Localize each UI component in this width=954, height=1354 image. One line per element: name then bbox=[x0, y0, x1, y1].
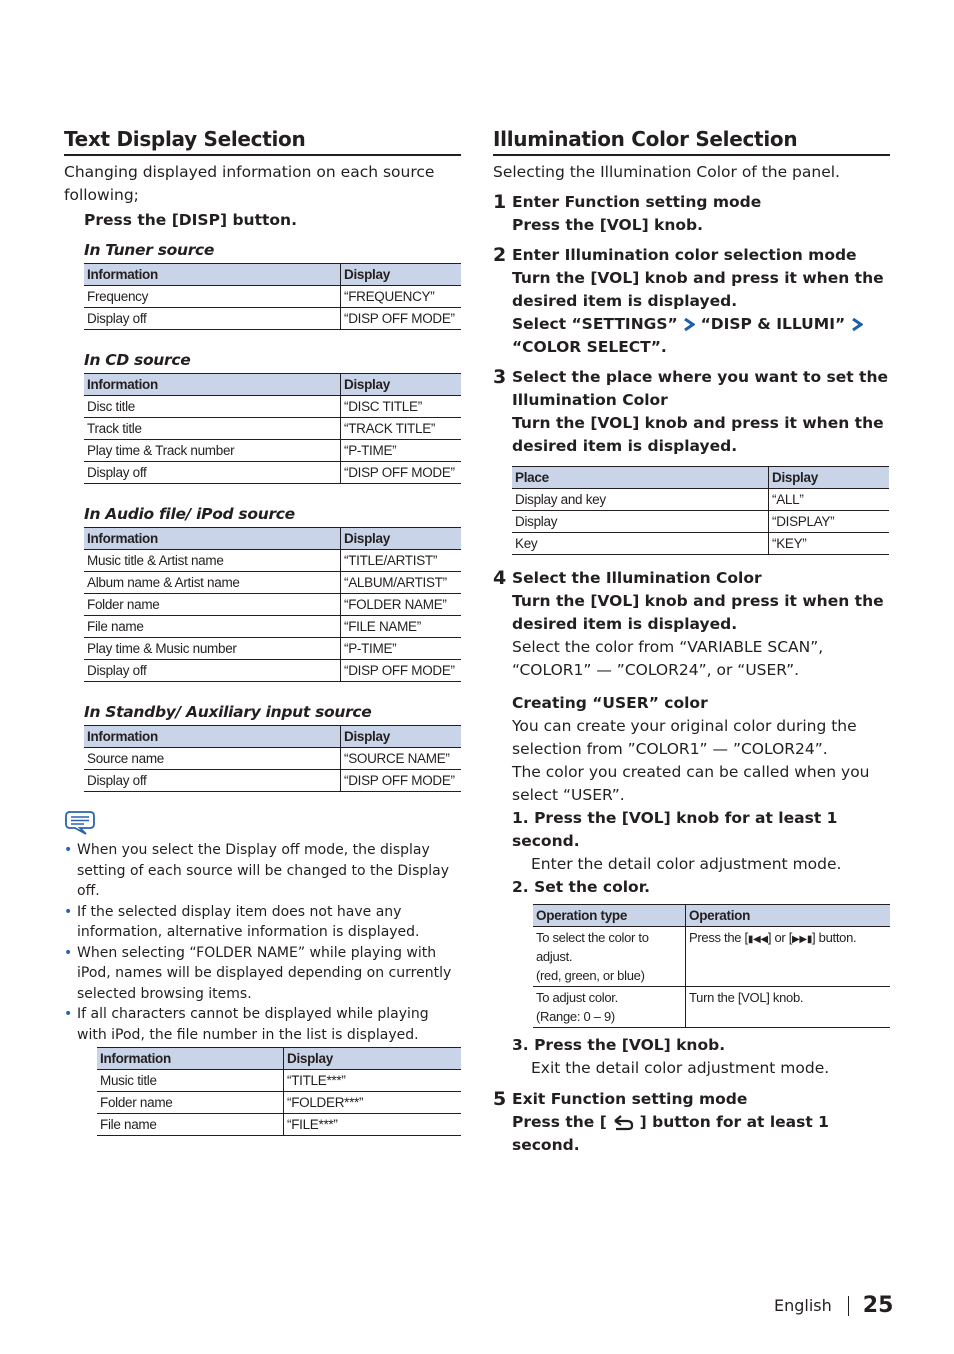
section-title-illumination: Illumination Color Selection bbox=[493, 126, 890, 156]
page-footer bbox=[774, 1293, 893, 1318]
cell-line: To select the color to adjust. bbox=[536, 930, 649, 964]
table-row bbox=[84, 462, 461, 484]
table-cell: File name bbox=[97, 1114, 284, 1136]
table-cell: “TITLE***” bbox=[284, 1070, 462, 1092]
left-column bbox=[64, 126, 461, 1136]
language-label: English bbox=[774, 1296, 832, 1315]
table-row bbox=[84, 770, 461, 792]
table-cell: Turn the [VOL] knob. bbox=[686, 987, 891, 1028]
table-cell: Album name & Artist name bbox=[84, 572, 341, 594]
step-title: Exit Function setting mode bbox=[512, 1090, 748, 1108]
ipod-table bbox=[97, 1047, 461, 1136]
step-4 bbox=[493, 567, 890, 1080]
tuner-table bbox=[84, 263, 461, 330]
cell-line: (Range: 0 – 9) bbox=[536, 1009, 615, 1024]
table-cell: “TITLE/ARTIST” bbox=[341, 550, 462, 572]
table-cell: “P-TIME” bbox=[341, 638, 462, 660]
table-cell: “DISPLAY” bbox=[769, 511, 890, 533]
table-cell: Play time & Track number bbox=[84, 440, 341, 462]
step-5 bbox=[493, 1088, 890, 1157]
cell-line: To adjust color. bbox=[536, 990, 618, 1005]
table-cell: Track title bbox=[84, 418, 341, 440]
step-3 bbox=[493, 366, 890, 458]
table-cell: “DISP OFF MODE” bbox=[341, 660, 462, 682]
table-row bbox=[512, 533, 889, 555]
menu-path-item: “DISP & ILLUMI” bbox=[700, 315, 846, 333]
col-header: Information bbox=[84, 374, 341, 396]
table-cell: Display off bbox=[84, 462, 341, 484]
table-row bbox=[84, 748, 461, 770]
table-cell: “KEY” bbox=[769, 533, 890, 555]
col-header: Information bbox=[84, 528, 341, 550]
step-text bbox=[512, 1111, 890, 1157]
step-text-part: ] button for at least 1 second. bbox=[512, 1113, 829, 1154]
user-color-text: You can create your original color during the selection from ”COLOR1” — ”COLOR24”. bbox=[512, 717, 857, 758]
audio-table bbox=[84, 527, 461, 682]
table-cell: Play time & Music number bbox=[84, 638, 341, 660]
step-title: Enter Illumination color selection mode bbox=[512, 246, 857, 264]
table-row bbox=[84, 308, 461, 330]
substep-2-title: 2. Set the color. bbox=[512, 878, 651, 896]
col-header: Information bbox=[84, 264, 341, 286]
table-cell: Disc title bbox=[84, 396, 341, 418]
table-row bbox=[84, 594, 461, 616]
menu-path-item: Select “SETTINGS” bbox=[512, 315, 678, 333]
table-cell: “FILE***” bbox=[284, 1114, 462, 1136]
step-number: 2 bbox=[493, 244, 507, 266]
substep-1-title: 1. Press the [VOL] knob for at least 1 second. bbox=[512, 809, 838, 850]
intro-text: Changing displayed information on each source following; bbox=[64, 163, 435, 204]
table-row bbox=[84, 418, 461, 440]
col-header: Display bbox=[341, 264, 462, 286]
cell-text: ] button. bbox=[812, 930, 857, 945]
cd-table bbox=[84, 373, 461, 484]
prev-track-icon: ▮◀◀ bbox=[747, 934, 768, 945]
intro-text: Selecting the Illumination Color of the panel. bbox=[493, 163, 840, 181]
table-cell: “ALBUM/ARTIST” bbox=[341, 572, 462, 594]
table-cell: “FREQUENCY” bbox=[341, 286, 462, 308]
table-cell: Folder name bbox=[97, 1092, 284, 1114]
substep-3-title: 3. Press the [VOL] knob. bbox=[512, 1036, 726, 1054]
table-cell: Folder name bbox=[84, 594, 341, 616]
col-header: Display bbox=[341, 374, 462, 396]
step-text: Select the color from “VARIABLE SCAN”, “COLOR1” — ”COLOR24”, or “USER”. bbox=[512, 638, 824, 679]
step-2 bbox=[493, 244, 890, 359]
table-cell: File name bbox=[84, 616, 341, 638]
table-cell: “DISP OFF MODE” bbox=[341, 770, 462, 792]
table-row bbox=[84, 572, 461, 594]
right-column bbox=[493, 126, 890, 1157]
col-header: Information bbox=[97, 1048, 284, 1070]
cell-text: ] or [ bbox=[767, 930, 793, 945]
table-cell bbox=[686, 927, 891, 987]
table-cell: Music title bbox=[97, 1070, 284, 1092]
col-header: Operation bbox=[686, 905, 891, 927]
step-title: Enter Function setting mode bbox=[512, 193, 762, 211]
standby-table bbox=[84, 725, 461, 792]
step-text-part: Press the [ bbox=[512, 1113, 607, 1131]
table-cell bbox=[533, 987, 686, 1028]
table-cell: Frequency bbox=[84, 286, 341, 308]
footer-divider bbox=[848, 1296, 849, 1316]
step-number: 4 bbox=[493, 567, 507, 589]
substep-1-desc: Enter the detail color adjustment mode. bbox=[531, 855, 842, 873]
step-text: Turn the [VOL] knob and press it when the desired item is displayed. bbox=[512, 592, 884, 633]
user-color-text: The color you created can be called when you select “USER”. bbox=[512, 763, 870, 804]
operation-table bbox=[533, 904, 890, 1028]
table-cell: “DISC TITLE” bbox=[341, 396, 462, 418]
table-cell: “FOLDER NAME” bbox=[341, 594, 462, 616]
substep-3-desc: Exit the detail color adjustment mode. bbox=[531, 1059, 830, 1077]
table-cell: Display off bbox=[84, 308, 341, 330]
table-cell: “TRACK TITLE” bbox=[341, 418, 462, 440]
table-row bbox=[84, 286, 461, 308]
step-title: Select the Illumination Color bbox=[512, 569, 762, 587]
table-row bbox=[533, 927, 890, 987]
table-heading-tuner: In Tuner source bbox=[84, 241, 215, 259]
table-cell: Key bbox=[512, 533, 769, 555]
back-return-icon bbox=[612, 1115, 634, 1131]
table-cell: “SOURCE NAME” bbox=[341, 748, 462, 770]
table-cell: “FILE NAME” bbox=[341, 616, 462, 638]
step-text: Press the [VOL] knob. bbox=[512, 216, 704, 234]
cell-line: (red, green, or blue) bbox=[536, 968, 645, 983]
table-cell: Display off bbox=[84, 660, 341, 682]
table-cell: Display off bbox=[84, 770, 341, 792]
col-header: Display bbox=[341, 528, 462, 550]
next-track-icon: ▶▶▮ bbox=[792, 934, 813, 945]
table-heading-standby: In Standby/ Auxiliary input source bbox=[84, 703, 372, 721]
table-row bbox=[97, 1114, 461, 1136]
place-table bbox=[512, 466, 889, 555]
table-heading-audio: In Audio file/ iPod source bbox=[84, 505, 295, 523]
user-color-title: Creating “USER” color bbox=[512, 694, 708, 712]
col-header: Operation type bbox=[533, 905, 686, 927]
table-row bbox=[84, 396, 461, 418]
table-row bbox=[533, 987, 890, 1028]
menu-path-item: “COLOR SELECT”. bbox=[512, 338, 667, 356]
note-item: • When you select the Display off mode, the display setting of each source will be changed to the Display off. bbox=[64, 840, 461, 902]
step-1 bbox=[493, 191, 890, 237]
table-cell: Music title & Artist name bbox=[84, 550, 341, 572]
table-cell: “DISP OFF MODE” bbox=[341, 462, 462, 484]
press-disp-instruction: Press the [DISP] button. bbox=[84, 211, 297, 229]
cell-text: Press the [ bbox=[689, 930, 748, 945]
col-header: Display bbox=[769, 467, 890, 489]
table-row bbox=[97, 1070, 461, 1092]
table-cell: “DISP OFF MODE” bbox=[341, 308, 462, 330]
note-item: • When selecting “FOLDER NAME” while playing with iPod, names will be displayed depending on currently selected browsing items. bbox=[64, 943, 461, 1005]
col-header: Information bbox=[84, 726, 341, 748]
table-cell: “ALL” bbox=[769, 489, 890, 511]
step-title: Select the place where you want to set the Illumination Color bbox=[512, 368, 888, 409]
chevron-right-icon bbox=[851, 318, 863, 331]
note-item: • If the selected display item does not have any information, alternative information is displayed. bbox=[64, 902, 461, 943]
table-row bbox=[512, 511, 889, 533]
table-row bbox=[84, 638, 461, 660]
table-cell: Display bbox=[512, 511, 769, 533]
table-row bbox=[84, 550, 461, 572]
table-cell: Display and key bbox=[512, 489, 769, 511]
step-text: Turn the [VOL] knob and press it when the desired item is displayed. bbox=[512, 269, 884, 310]
col-header: Display bbox=[341, 726, 462, 748]
table-row bbox=[512, 489, 889, 511]
step-text: Turn the [VOL] knob and press it when the desired item is displayed. bbox=[512, 414, 884, 455]
table-cell bbox=[533, 927, 686, 987]
table-row bbox=[84, 616, 461, 638]
table-cell: Source name bbox=[84, 748, 341, 770]
note-icon bbox=[64, 810, 96, 836]
section-title-text-display: Text Display Selection bbox=[64, 126, 461, 156]
notes-list bbox=[64, 840, 461, 1045]
col-header: Display bbox=[284, 1048, 462, 1070]
table-row bbox=[84, 660, 461, 682]
table-heading-cd: In CD source bbox=[84, 351, 191, 369]
step-number: 3 bbox=[493, 366, 507, 388]
step-select-path bbox=[512, 313, 890, 359]
col-header: Place bbox=[512, 467, 769, 489]
table-row bbox=[84, 440, 461, 462]
chevron-right-icon bbox=[683, 318, 695, 331]
step-number: 1 bbox=[493, 191, 507, 213]
page-number: 25 bbox=[862, 1293, 894, 1318]
table-row bbox=[97, 1092, 461, 1114]
note-item: • If all characters cannot be displayed while playing with iPod, the file number in the list is displayed. bbox=[64, 1004, 461, 1045]
table-cell: “FOLDER***” bbox=[284, 1092, 462, 1114]
step-number: 5 bbox=[493, 1088, 507, 1110]
table-cell: “P-TIME” bbox=[341, 440, 462, 462]
